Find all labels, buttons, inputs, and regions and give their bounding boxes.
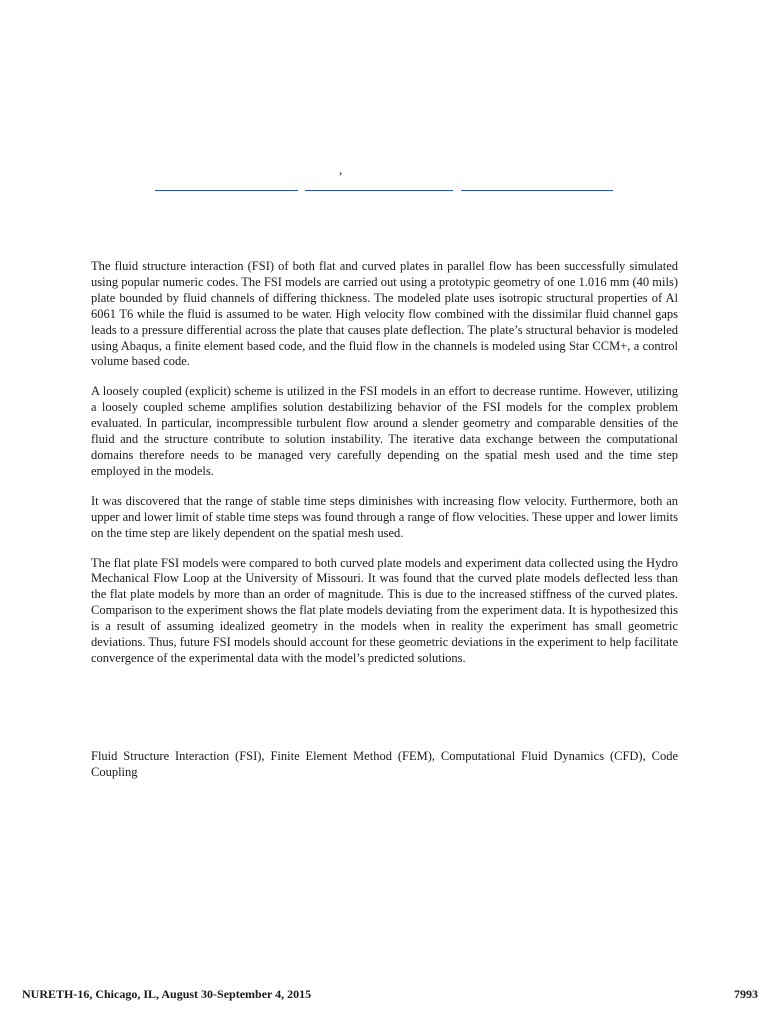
abstract-body — [91, 259, 678, 681]
author-separator: , — [339, 162, 343, 177]
email-link-1[interactable] — [155, 190, 298, 191]
email-link-3[interactable] — [461, 190, 613, 191]
abstract-paragraph: It was discovered that the range of stable time steps diminishes with increasing flow velocity. Furthermore, both an upper and lower limit of stable time steps was found through a range of flow velocities. These upper and lower limits on the time step are likely dependent on the spatial mesh used. — [91, 493, 678, 540]
footer-conference: NURETH-16, Chicago, IL, August 30-September 4, 2015 — [22, 987, 312, 1001]
footer-page-number: 7993 — [734, 987, 758, 1001]
abstract-paragraph: The flat plate FSI models were compared to both curved plate models and experiment data collected using the Hydro Mechanical Flow Loop at the University of Missouri. It was found that the curved plate models deflected less than the flat plate models by more than an order of magnitude. This is due to the increased stiffness of the curved plates. Comparison to the experiment shows the flat plate models deviating from the experiment data. It is hypothesized this is a result of assuming idealized geometry in the models when in reality the experiment has small geometric deviations. Thus, future FSI models should account for these geometric deviations in the experiment to help facilitate convergence of the experimental data with the model’s predicted solutions. — [91, 555, 678, 665]
abstract-paragraph: A loosely coupled (explicit) scheme is utilized in the FSI models in an effort to decrease runtime. However, utilizing a loosely coupled scheme amplifies solution destabilizing behavior of the FSI models for the complex problem evaluated. In particular, incompressible turbulent flow around a slender geometry and comparable densities of the fluid and the structure contribute to solution instability. The iterative data exchange between the computational domains therefore needs to be managed very carefully depending on the spatial mesh used and the time step employed in the models. — [91, 384, 678, 478]
keywords-text: Fluid Structure Interaction (FSI), Finite Element Method (FEM), Computational Fluid Dynamics (CFD), Code Coupling — [91, 749, 678, 779]
email-link-2[interactable] — [305, 190, 453, 191]
abstract-paragraph: The fluid structure interaction (FSI) of both flat and curved plates in parallel flow has been successfully simulated using popular numeric codes. The FSI models are carried out using a prototypic geometry of one 1.016 mm (40 mils) plate bounded by fluid channels of differing thickness. The modeled plate uses isotropic structural properties of Al 6061 T6 while the fluid is assumed to be water. High velocity flow combined with the dissimilar fluid channel gaps leads to a pressure differential across the plate that causes plate deflection. The plate’s structural behavior is modeled using Abaqus, a finite element based code, and the fluid flow in the channels is modeled using Star CCM+, a control volume based code. — [91, 259, 678, 369]
